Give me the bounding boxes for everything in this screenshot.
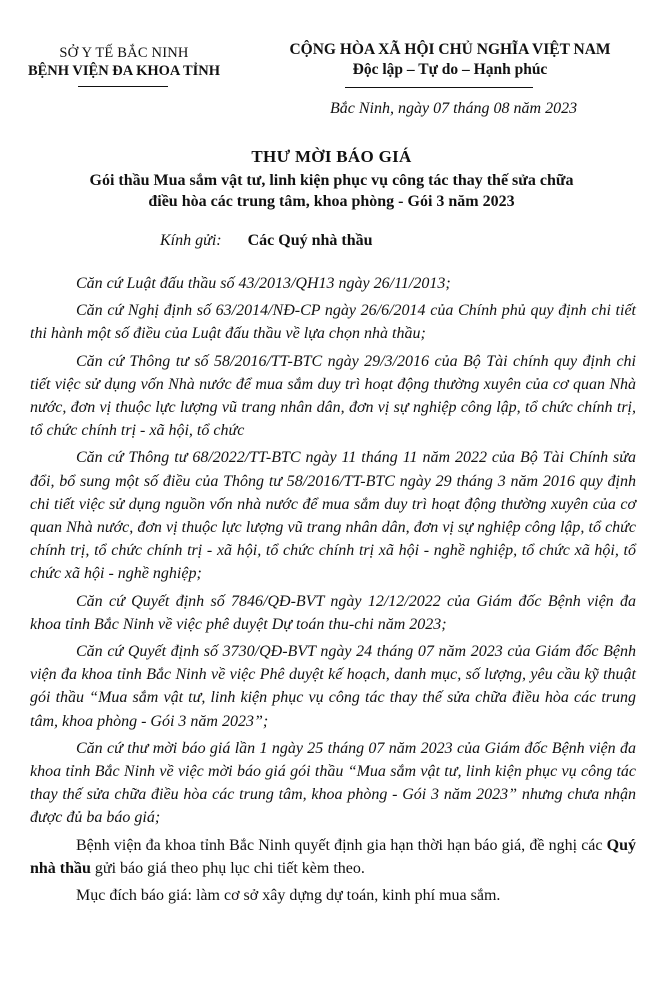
legal-basis-paragraph: Căn cứ Nghị định số 63/2014/NĐ-CP ngày 26/6/2014 của Chính phủ quy định chi tiết thi hành một số điều của Luật đấu thầu về lựa chọn nhà thầu; bbox=[30, 302, 636, 343]
legal-basis-paragraph: Căn cứ Quyết định số 3730/QĐ-BVT ngày 24 tháng 07 năm 2023 của Giám đốc Bệnh viện đa khoa tỉnh Bắc Ninh về việc Phê duyệt kế hoạch, danh mục, số lượng, yêu cầu kỹ thuật gói thầu “Mua sắm vật tư, linh kiện phục vụ công tác thay thế sửa chữa điều hòa các trung tâm, khoa phòng - Gói 3 năm 2023”; bbox=[30, 643, 636, 730]
national-motto: Độc lập – Tự do – Hạnh phúc bbox=[352, 61, 548, 78]
hospital-name: BỆNH VIỆN ĐA KHOA TỈNH bbox=[27, 63, 221, 79]
organization-underline bbox=[78, 86, 168, 87]
issuing-organization bbox=[8, 44, 240, 80]
document-subject bbox=[40, 170, 623, 212]
decision-bold-text: Quý nhà thầu bbox=[30, 836, 636, 877]
document-title: THƯ MỜI BÁO GIÁ bbox=[251, 147, 412, 166]
legal-basis-paragraph: Căn cứ Quyết định số 7846/QĐ-BVT ngày 12/12/2022 của Giám đốc Bệnh viện đa khoa tỉnh Bắc Ninh về việc phê duyệt Dự toán thu-chi năm 2023; bbox=[30, 592, 636, 633]
subject-line-1: Gói thầu Mua sắm vật tư, linh kiện phục vụ công tác thay thế sửa chữa bbox=[89, 172, 574, 189]
legal-basis-paragraph: Căn cứ Luật đấu thầu số 43/2013/QH13 ngày 26/11/2013; bbox=[76, 275, 451, 292]
motto-underline bbox=[345, 87, 533, 88]
country-name: CỘNG HÒA XÃ HỘI CHỦ NGHĨA VIỆT NAM bbox=[289, 41, 611, 58]
decision-paragraph bbox=[30, 834, 636, 880]
decision-text-end: gửi báo giá theo phụ lục chi tiết kèm theo. bbox=[90, 859, 365, 877]
recipient-label: Kính gửi: bbox=[160, 232, 222, 249]
document-body bbox=[30, 272, 636, 911]
decision-text: Bệnh viện đa khoa tỉnh Bắc Ninh quyết định gia hạn thời hạn báo giá, đề nghị các bbox=[76, 836, 607, 854]
legal-basis-paragraph: Căn cứ Thông tư số 58/2016/TT-BTC ngày 29/3/2016 của Bộ Tài chính quy định chi tiết việc sử dụng vốn Nhà nước để mua sắm duy trì hoạt động thường xuyên của cơ quan Nhà nước, đơn vị thuộc lực lượng vũ trang nhân dân, đơn vị sự nghiệp công lập, tổ chức chính trị, tổ chức chính trị - xã hội, tổ chức bbox=[30, 352, 636, 440]
legal-basis-paragraph: Căn cứ Thông tư 68/2022/TT-BTC ngày 11 tháng 11 năm 2022 của Bộ Tài Chính sửa đổi, bổ sung một số điều của Thông tư 58/2016/TT-BTC ngày 29 tháng 3 năm 2016 quy định chi tiết việc sử dụng nguồn vốn nhà nước để mua sắm duy trì hoạt động thường xuyên của cơ quan Nhà nước, đơn vị thuộc lực lượng vũ trang nhân dân, đơn vị sự nghiệp công lập, tổ chức chính trị, tổ chức chính trị - xã hội, tổ chức chính trị xã hội - nghề nghiệp, tổ chức xã hội, tổ chức xã hội - nghề nghiệp; bbox=[30, 449, 636, 583]
date-line: Bắc Ninh, ngày 07 tháng 08 năm 2023 bbox=[330, 100, 578, 117]
subject-line-2: điều hòa các trung tâm, khoa phòng - Gói 3 năm 2023 bbox=[148, 193, 515, 210]
national-header bbox=[250, 40, 650, 80]
recipient-value: Các Quý nhà thầu bbox=[247, 232, 373, 249]
department-name: SỞ Y TẾ BẮC NINH bbox=[59, 45, 189, 61]
purpose-paragraph: Mục đích báo giá: làm cơ sở xây dựng dự toán, kinh phí mua sắm. bbox=[76, 887, 501, 905]
recipient-line bbox=[160, 232, 373, 250]
legal-basis-paragraph: Căn cứ thư mời báo giá lần 1 ngày 25 tháng 07 năm 2023 của Giám đốc Bệnh viện đa khoa tỉnh Bắc Ninh về việc mời báo giá gói thầu “Mua sắm vật tư, linh kiện phục vụ công tác thay thế sửa chữa điều hòa các trung tâm, khoa phòng - Gói 3 năm 2023” nhưng chưa nhận được đủ ba báo giá; bbox=[30, 739, 636, 827]
